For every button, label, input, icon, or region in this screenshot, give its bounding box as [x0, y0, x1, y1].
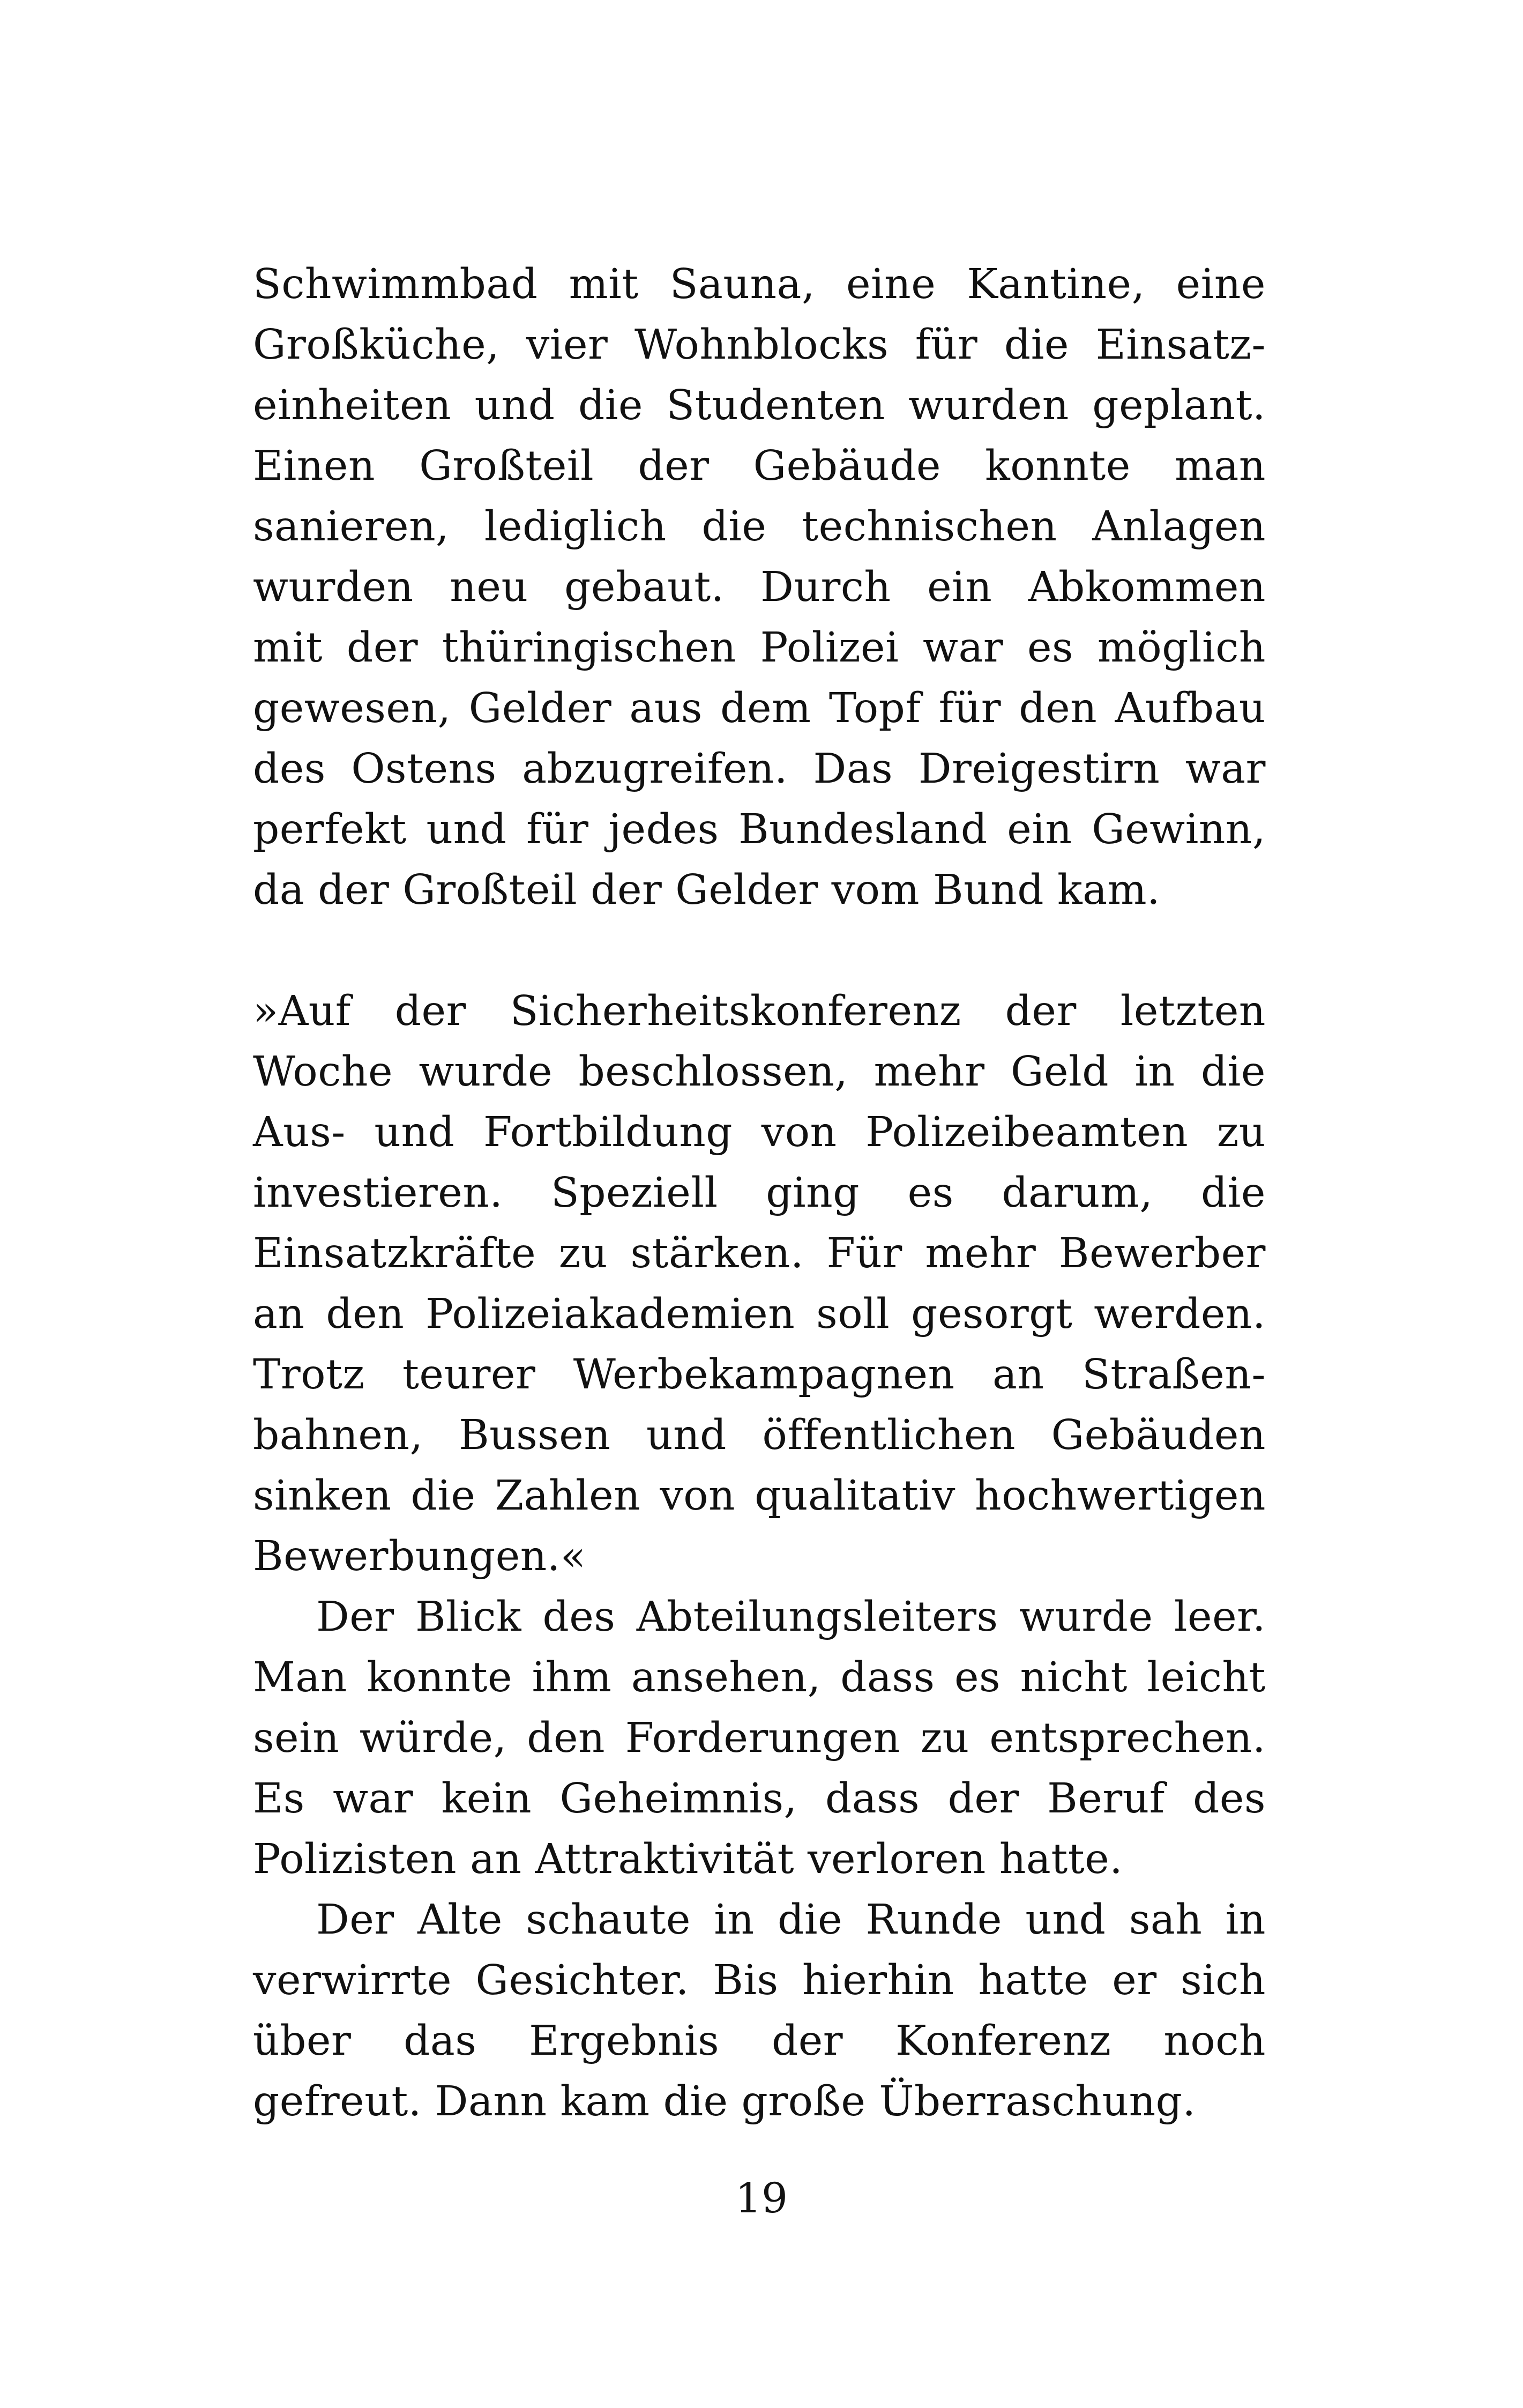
text-line: Großküche, vier Wohnblocks für die Einsatz- [253, 321, 1266, 369]
text-line: bahnen, Bussen und öffentlichen Gebäuden [253, 1411, 1266, 1459]
text-line: sinken die Zahlen von qualitativ hochwertigen [253, 1472, 1266, 1520]
text-line: Trotz teurer Werbekampagnen an Straßen- [253, 1351, 1266, 1399]
text-line: sanieren, lediglich die technischen Anlagen [253, 503, 1266, 551]
paragraph-gap [253, 920, 1266, 981]
body-text [253, 254, 1266, 2132]
text-line: Einsatzkräfte zu stärken. Für mehr Bewerber [253, 1230, 1266, 1277]
text-line: investieren. Speziell ging es darum, die [253, 1169, 1266, 1217]
text-line: da der Großteil der Gelder vom Bund kam. [253, 866, 1161, 914]
text-line: Der Alte schaute in die Runde und sah in [316, 1896, 1266, 1944]
text-line: gefreut. Dann kam die große Überraschung. [253, 2078, 1196, 2125]
text-line: über das Ergebnis der Konferenz noch [253, 2017, 1266, 2065]
text-line: Aus- und Fortbildung von Polizeibeamten zu [253, 1109, 1266, 1156]
text-line: Woche wurde beschlossen, mehr Geld in die [253, 1048, 1266, 1096]
paragraph [253, 1587, 1266, 1890]
text-line: Man konnte ihm ansehen, dass es nicht leicht [253, 1654, 1266, 1701]
text-line: Einen Großteil der Gebäude konnte man [253, 442, 1266, 490]
text-line: verwirrte Gesichter. Bis hierhin hatte er sich [253, 1957, 1266, 2004]
text-line: Schwimmbad mit Sauna, eine Kantine, eine [253, 261, 1266, 308]
text-line: wurden neu gebaut. Durch ein Abkommen [253, 563, 1266, 611]
text-line: »Auf der Sicherheitskonferenz der letzten [253, 987, 1266, 1035]
paragraph [253, 254, 1266, 920]
text-line: mit der thüringischen Polizei war es möglich [253, 624, 1266, 672]
text-line: sein würde, den Forderungen zu entsprechen. [253, 1714, 1266, 1762]
text-line: des Ostens abzugreifen. Das Dreigestirn war [253, 745, 1266, 793]
text-line: Bewerbungen.« [253, 1533, 586, 1580]
paragraph [253, 1890, 1266, 2132]
text-line: Es war kein Geheimnis, dass der Beruf des [253, 1775, 1266, 1823]
text-line: gewesen, Gelder aus dem Topf für den Aufbau [253, 685, 1266, 732]
paragraph [253, 981, 1266, 1587]
text-line: Polizisten an Attraktivität verloren hatte. [253, 1835, 1123, 1883]
text-line: einheiten und die Studenten wurden geplant. [253, 382, 1266, 429]
text-line: an den Polizeiakademien soll gesorgt werden. [253, 1290, 1266, 1338]
page-number: 19 [735, 2175, 788, 2223]
text-line: perfekt und für jedes Bundesland ein Gewinn, [253, 806, 1266, 853]
text-line: Der Blick des Abteilungsleiters wurde leer. [316, 1593, 1266, 1641]
